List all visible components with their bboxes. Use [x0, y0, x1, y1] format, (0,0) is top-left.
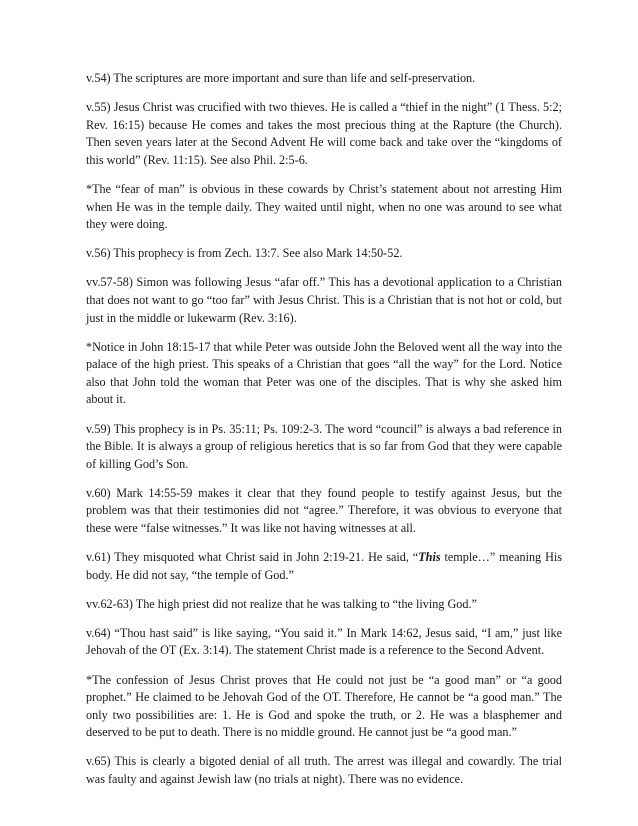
paragraph-text: v.64) “Thou hast said” is like saying, “You said it.” In Mark 14:62, Jesus said, “I am,” just like Jehovah of the OT (Ex. 3:14). The statement Christ made is a reference to the Second Advent.	[86, 625, 562, 658]
paragraph-text: v.56) This prophecy is from Zech. 13:7. See also Mark 14:50-52.	[86, 246, 403, 261]
paragraph-note-john	[86, 339, 562, 409]
paragraph-v65	[86, 753, 562, 788]
paragraph-v54	[86, 70, 562, 88]
paragraph-v59	[86, 421, 562, 474]
paragraph-text: v.60) Mark 14:55-59 makes it clear that they found people to testify against Jesus, but the problem was that their testimonies did not “agree.” Therefore, it was obvious to everyone that these were “false witnesses.” It was like not having witnesses at all.	[86, 485, 562, 535]
paragraph-text: v.54) The scriptures are more important and sure than life and self-preservation.	[86, 71, 476, 85]
emphasis-text	[418, 550, 440, 564]
paragraph-text: v.65) This is clearly a bigoted denial of all truth. The arrest was illegal and cowardly. The trial was faulty and against Jewish law (no trials at night). There was no evidence.	[86, 754, 562, 786]
paragraph-text: v.59) This prophecy is in Ps. 35:11; Ps. 109:2-3. The word “council” is always a bad reference in the Bible. It is always a group of religious heretics that is so far from God that they were capable of killing God’s Son.	[86, 421, 562, 471]
paragraph-note-fear-of-man	[86, 181, 562, 234]
paragraph-text: v.55) Jesus Christ was crucified with two thieves. He is called a “thief in the night” (1 Thess. 5:2; Rev. 16:15) because He comes and takes the most precious thing at the Rapture (the Church). Then seven years later at the Second Advent He will come back and take over the “kingdoms of this world” (Rev. 11:15). See also Phil. 2:5-6.	[86, 100, 562, 167]
paragraph-text: v.61) They misquoted what Christ said in John 2:19-21. He said, “	[86, 550, 419, 565]
paragraph-vv57-58	[86, 274, 562, 327]
paragraph-text: *The “fear of man” is obvious in these cowards by Christ’s statement about not arresting Him when He was in the temple daily. They waited until night, when no one was around to see what they were doing.	[86, 181, 562, 232]
paragraph-text: temple…” meaning His body. He did not say, “the temple of God.”	[86, 550, 562, 582]
paragraph-v56	[86, 245, 562, 263]
paragraph-vv62-63	[86, 596, 562, 614]
paragraph-v55	[86, 99, 562, 169]
paragraph-text: *The confession of Jesus Christ proves that He could not just be “a good man” or “a good prophet.” He claimed to be Jehovah God of the OT. Therefore, He cannot be “a good man.” The only two possibilities are: 1. He is God and spoke the truth, or 2. He was a blasphemer and deserved to be put to death. There is no middle ground. He cannot just be “a good man.”	[86, 672, 562, 740]
paragraph-v60	[86, 485, 562, 538]
paragraph-text: *Notice in John 18:15-17 that while Peter was outside John the Beloved went all the way into the palace of the high priest. This speaks of a Christian that goes “all the way” for the Lord. Notice also that John told the woman that Peter was one of the disciples. That is why she asked him about it.	[86, 339, 562, 407]
paragraph-v64	[86, 625, 562, 660]
paragraph-v61	[86, 549, 562, 584]
paragraph-text: vv.62-63) The high priest did not realize that he was talking to “the living God.”	[86, 596, 477, 611]
emphasis-italic: This	[418, 550, 441, 565]
paragraph-note-confession	[86, 672, 562, 742]
paragraph-text: vv.57-58) Simon was following Jesus “afar off.” This has a devotional application to a Christian that does not want to go “too far” with Jesus Christ. This is a Christian that is not hot or cold, but just in the middle or lukewarm (Rev. 3:16).	[86, 275, 562, 325]
